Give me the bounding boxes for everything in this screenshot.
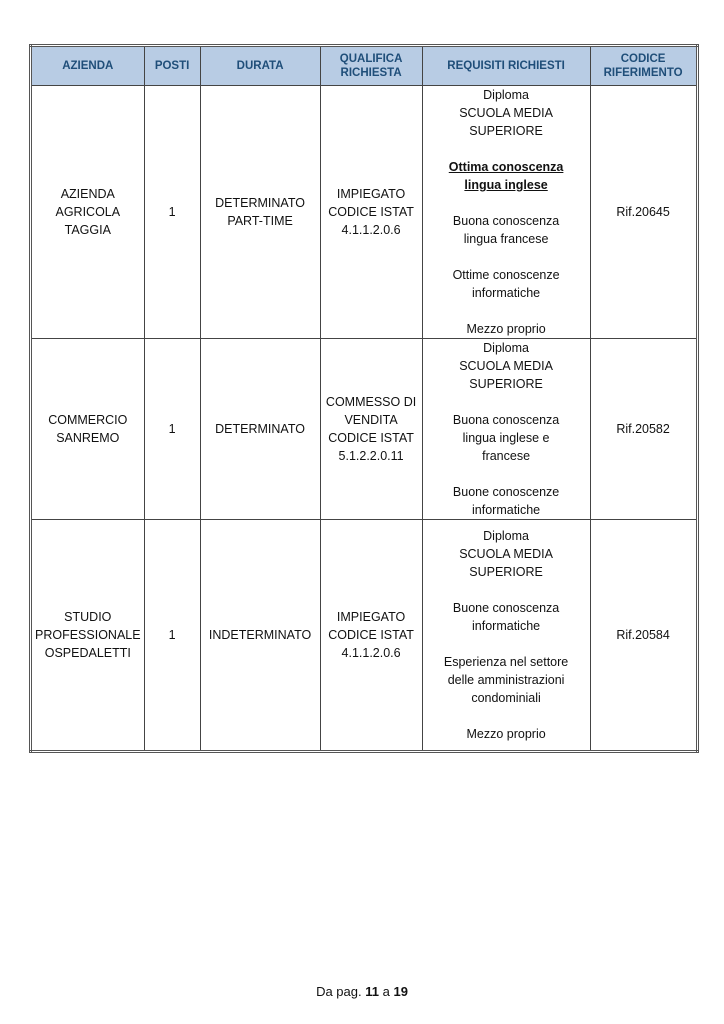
requisito-line: Ottima conoscenza bbox=[448, 160, 564, 174]
cell-codice: Rif.20582 bbox=[590, 339, 697, 520]
table-row bbox=[31, 339, 698, 520]
cell-requisiti bbox=[422, 339, 590, 520]
cell-posti: 1 bbox=[144, 520, 200, 752]
requisito-line: Buona conoscenza bbox=[452, 413, 560, 427]
cell-azienda: AZIENDA AGRICOLA TAGGIA bbox=[31, 86, 145, 339]
requisito-line: Buona conoscenza bbox=[452, 214, 560, 228]
cell-codice: Rif.20645 bbox=[590, 86, 697, 339]
requisito-line: SCUOLA MEDIA bbox=[459, 106, 553, 120]
cell-requisiti bbox=[422, 520, 590, 752]
total-pages: 19 bbox=[393, 984, 408, 999]
cell-qualifica: COMMESSO DI VENDITA CODICE ISTAT 5.1.2.2.0.11 bbox=[320, 339, 422, 520]
requisito-line: Mezzo proprio bbox=[466, 322, 546, 336]
cell-requisiti bbox=[422, 86, 590, 339]
table-row bbox=[31, 86, 698, 339]
requisito-line: SUPERIORE bbox=[469, 377, 543, 391]
requisito-line: Ottime conoscenze bbox=[452, 268, 560, 282]
requisito-line: Diploma bbox=[483, 529, 529, 543]
header-codice: CODICE RIFERIMENTO bbox=[590, 46, 697, 86]
cell-azienda: COMMERCIO SANREMO bbox=[31, 339, 145, 520]
footer-prefix: Da pag. bbox=[316, 984, 362, 999]
cell-posti: 1 bbox=[144, 86, 200, 339]
job-offers-table bbox=[29, 44, 699, 753]
current-page: 11 bbox=[365, 984, 379, 999]
requisito-line: informatiche bbox=[472, 619, 541, 633]
requisito-line: SUPERIORE bbox=[469, 565, 543, 579]
footer-sep: a bbox=[382, 984, 390, 999]
requisito-line: SUPERIORE bbox=[469, 124, 543, 138]
cell-posti: 1 bbox=[144, 339, 200, 520]
cell-codice: Rif.20584 bbox=[590, 520, 697, 752]
requisito-line: condominiali bbox=[471, 691, 541, 705]
cell-durata: INDETERMINATO bbox=[200, 520, 320, 752]
header-requisiti: REQUISITI RICHIESTI bbox=[422, 46, 590, 86]
requisito-line: delle amministrazioni bbox=[447, 673, 565, 687]
table-row bbox=[31, 520, 698, 752]
requisito-line: francese bbox=[482, 449, 531, 463]
requisito-line: informatiche bbox=[472, 503, 541, 517]
requisito-line: SCUOLA MEDIA bbox=[459, 359, 553, 373]
header-qualifica: QUALIFICA RICHIESTA bbox=[320, 46, 422, 86]
cell-durata: DETERMINATO bbox=[200, 339, 320, 520]
requisito-line: Buone conoscenze bbox=[452, 485, 560, 499]
header-azienda: AZIENDA bbox=[31, 46, 145, 86]
cell-qualifica: IMPIEGATO CODICE ISTAT 4.1.1.2.0.6 bbox=[320, 520, 422, 752]
requisito-line: lingua inglese e bbox=[462, 431, 550, 445]
cell-qualifica: IMPIEGATO CODICE ISTAT 4.1.1.2.0.6 bbox=[320, 86, 422, 339]
requisito-line: Esperienza nel settore bbox=[443, 655, 569, 669]
requisito-line: Buone conoscenza bbox=[452, 601, 560, 615]
header-posti: POSTI bbox=[144, 46, 200, 86]
requisito-line: informatiche bbox=[472, 286, 541, 300]
requisito-line: Diploma bbox=[483, 341, 529, 355]
requisito-line: lingua francese bbox=[463, 232, 549, 246]
header-row bbox=[31, 46, 698, 86]
requisito-line: SCUOLA MEDIA bbox=[459, 547, 553, 561]
requisito-line: lingua inglese bbox=[464, 178, 548, 192]
cell-azienda: STUDIO PROFESSIONALE OSPEDALETTI bbox=[31, 520, 145, 752]
requisito-line: Mezzo proprio bbox=[466, 727, 546, 741]
requisito-line: Diploma bbox=[483, 88, 529, 102]
header-durata: DURATA bbox=[200, 46, 320, 86]
cell-durata: DETERMINATO PART-TIME bbox=[200, 86, 320, 339]
page-footer bbox=[0, 984, 724, 999]
